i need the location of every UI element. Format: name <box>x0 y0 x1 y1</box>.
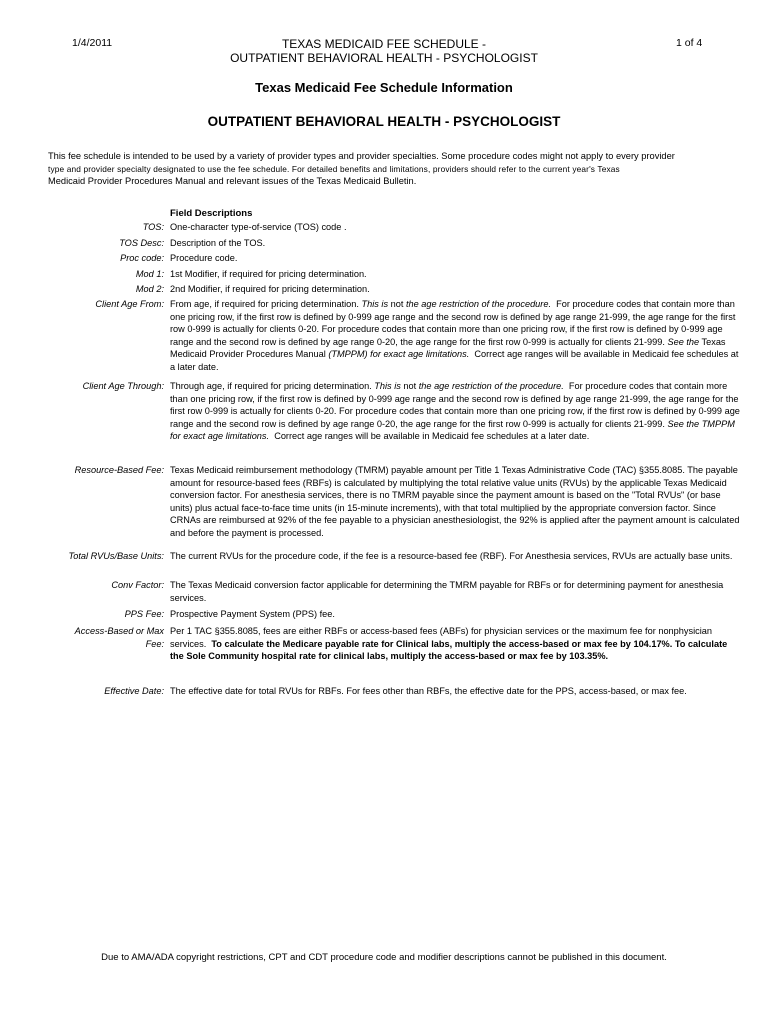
field-label-tos-desc: TOS Desc: <box>119 238 164 248</box>
field-desc-pps-fee: Prospective Payment System (PPS) fee. <box>170 609 335 619</box>
field-label-pps-fee: PPS Fee: <box>124 609 164 619</box>
field-label-age-from: Client Age From: <box>95 299 164 309</box>
field-desc-rvus: The current RVUs for the procedure code, if the fee is a resource-based fee (RBF). For Anesthesia services, RVUs are actually base units. <box>170 551 733 561</box>
age-from-part: See the <box>667 336 700 347</box>
document-title-line1: TEXAS MEDICAID FEE SCHEDULE - <box>281 37 487 51</box>
access-label-line1: Access-Based or Max <box>74 626 164 636</box>
age-from-part: not <box>390 299 404 309</box>
access-part-bold: To calculate the Medicare payable rate for Clinical labs, multiply the access-based or max fee by 104.17%. To calculate the Sole Community hospital rate for clinical labs, multiply the access-based or max fee by 103.35%. <box>170 638 728 662</box>
field-desc-age-through <box>170 380 742 443</box>
field-desc-age-from <box>170 298 742 374</box>
copyright-footer: Due to AMA/ADA copyright restrictions, CPT and CDT procedure code and modifier descriptions cannot be published in this document. <box>101 952 667 963</box>
field-desc-tos: One-character type-of-service (TOS) code . <box>170 222 347 232</box>
age-from-part: This is <box>361 299 389 309</box>
field-label-age-through: Client Age Through: <box>82 381 164 391</box>
field-label-conv-factor: Conv Factor: <box>111 580 164 590</box>
intro-line-1: This fee schedule is intended to be used by a variety of provider types and provider specialties. Some procedure codes might not apply to every provider <box>48 151 675 161</box>
intro-line-2: type and provider specialty designated to use the fee schedule. For detailed benefits and limitations, providers should refer to the current year's Texas <box>48 163 620 174</box>
age-from-part: Texas Medicaid Provider Procedures Manual <box>170 336 726 360</box>
age-from-part: (TMPPM) for exact age limitations. <box>328 349 470 360</box>
field-desc-access-max-fee <box>170 625 742 663</box>
document-title-line2: OUTPATIENT BEHAVIORAL HEALTH - PSYCHOLOGIST <box>230 51 538 65</box>
document-title <box>0 37 768 65</box>
field-label-tos: TOS: <box>142 222 164 232</box>
field-label-rbf: Resource-Based Fee: <box>74 465 164 475</box>
field-label-effective-date: Effective Date: <box>104 686 164 696</box>
access-part: Per 1 TAC §355.8085, fees are either RBFs or access-based fees (ABFs) for physician services or the maximum fee for nonphysician services. <box>170 626 712 649</box>
field-desc-proc-code: Procedure code. <box>170 253 238 263</box>
field-descriptions-title: Field Descriptions <box>170 208 253 219</box>
field-desc-mod2: 2nd Modifier, if required for pricing determination. <box>170 284 370 294</box>
age-through-part: Correct age ranges will be available in Medicaid fee schedules at a later date. <box>274 431 590 442</box>
document-date: 1/4/2011 <box>72 37 113 49</box>
page-number: 1 of 4 <box>676 37 703 49</box>
field-label-mod2: Mod 2: <box>135 284 164 294</box>
age-from-part: From age, if required for pricing determination. <box>170 299 359 309</box>
field-desc-tos-desc: Description of the TOS. <box>170 238 266 248</box>
field-desc-conv-factor: The Texas Medicaid conversion factor applicable for determining the TMRM payable for RBFs or for determining payment for anesthesia services. <box>170 580 724 603</box>
field-desc-effective-date: The effective date for total RVUs for RBFs. For fees other than RBFs, the effective date for the PPS, access-based, or max fee. <box>170 686 687 696</box>
age-from-part: For procedure codes that contain more than one pricing row, if the first row is defined by 0-999 age range and the second row is defined by age range 21-999, the age range for the first row 0-999 is actually for clients 0-20. For procedure codes that contain more than one pricing row, if the first row is defined by 0-999 age range and the second row is defined by age range 0-20, the age range for the first row 0-999 is actually for clients 21-999. <box>170 299 736 347</box>
field-label-access-max-fee <box>40 625 164 650</box>
field-desc-mod1: 1st Modifier, if required for pricing determination. <box>170 269 367 279</box>
age-from-part: Correct age ranges will be available in Medicaid fee schedules at a later date. <box>170 349 739 372</box>
intro-line-3: Medicaid Provider Procedures Manual and relevant issues of the Texas Medicaid Bulletin. <box>48 176 417 187</box>
age-through-part: the age restriction of the procedure. <box>418 381 564 391</box>
field-label-mod1: Mod 1: <box>135 269 164 279</box>
age-through-part: See the TMPPM for exact age limitations. <box>170 418 735 442</box>
intro-paragraph <box>48 150 748 188</box>
age-through-part: For procedure codes that contain more than one pricing row, if the first row is defined by 0-999 age range and the second row is defined by age range 21-999, the age range for the first row 0-999 is actually for clients 0-20. For procedure codes that contain more than one pricing row, if the first row is defined by 0-999 age range and the second row is defined by age range 0-20, the age range for the first row 0-999 is actually for clients 21-999. <box>170 381 740 429</box>
field-label-rvus: Total RVUs/Base Units: <box>68 551 164 561</box>
age-through-part: Through age, if required for pricing determination. <box>170 381 372 391</box>
age-through-part: This is <box>374 381 401 391</box>
age-from-part: the age restriction of the procedure. <box>405 299 552 309</box>
page-subheading: OUTPATIENT BEHAVIORAL HEALTH - PSYCHOLOGIST <box>207 114 561 129</box>
access-label-line2: Fee: <box>145 638 164 649</box>
age-through-part: not <box>403 381 417 391</box>
field-label-proc-code: Proc code: <box>120 253 164 263</box>
field-desc-rbf: Texas Medicaid reimbursement methodology (TMRM) payable amount per Title 1 Texas Administrative Code (TAC) §355.8085. The payable amount for resource-based fees (RBFs) is calculated by multiplying the total relative value units (RVUs) by the applicable Texas Medicaid conversion factor. For anesthesia services, there is no TMRM payable since the payment amount is based on the "Total RVUs" (or base units) plus actual face-to-face time units (in 15-minute increments), with that total multiplied by the appropriate conversion factor. Since CRNAs are reimbursed at 92% of the fee payable to a physician anesthesiologist, the 92% is applied after the payment amount is calculated and before the payment is processed. <box>170 465 740 538</box>
page-heading: Texas Medicaid Fee Schedule Information <box>255 80 513 95</box>
